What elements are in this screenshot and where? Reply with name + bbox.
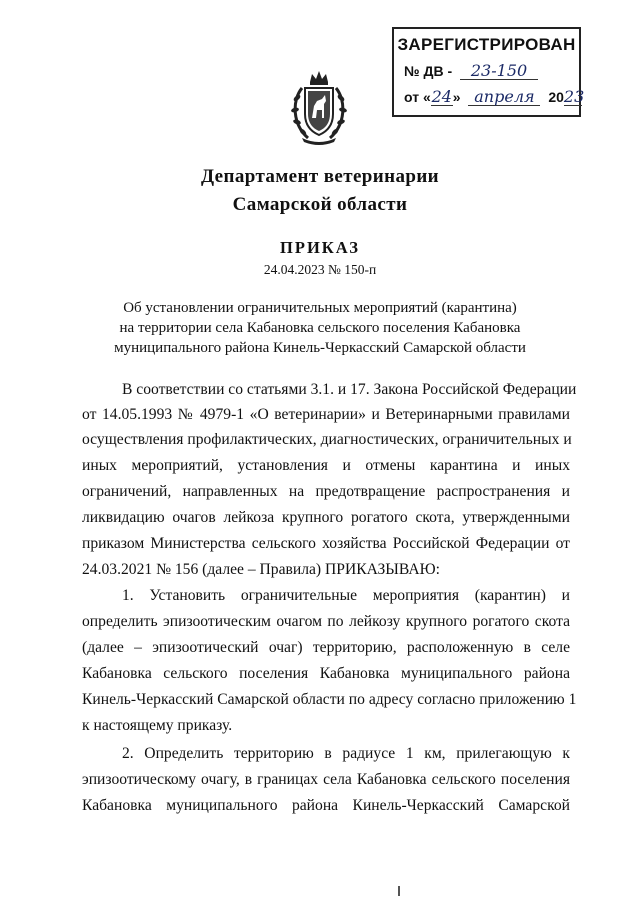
subject-line: муниципального района Кинель-Черкасский Самарской области [114,340,526,356]
body-line: к настоящему приказу. [82,717,233,734]
body-line: определить эпизоотическим очагом по лейкозу крупного рогатого скота [82,613,570,630]
stamp-number-handwritten: 23-150 [460,63,538,80]
subject-line: на территории села Кабановка сельского поселения Кабановка [119,320,521,336]
stamp-date-mid: » [452,89,461,105]
stamp-month-handwritten: апреля [468,89,540,106]
body-line: 2. Определить территорию в радиусе 1 км, прилегающую к [122,745,570,762]
body-line: осуществления профилактических, диагностических, ограничительных и [82,431,572,448]
body-line: Кабановка сельского поселения Кабановка муниципального района [82,665,570,682]
body-line: ликвидацию очагов лейкоза крупного рогатого скота, утвержденными [82,509,570,526]
body-line: ограничений, направленных на предотвращение распространения и [82,483,570,500]
subject-line: Об установлении ограничительных мероприятий (карантина) [123,300,517,316]
stamp-year-prefix: 20 [548,89,564,105]
body-line: 24.03.2021 № 156 (далее – Правила) ПРИКАЗЫВАЮ: [82,561,440,578]
body-line: В соответствии со статьями 3.1. и 17. Закона Российской Федерации [122,381,577,398]
stamp-date-prefix: от « [404,89,431,105]
department-name-line2: Самарской области [232,194,408,215]
stamp-number-line [404,63,538,80]
stamp-title: ЗАРЕГИСТРИРОВАН [397,35,576,54]
registration-stamp [392,27,585,117]
body-line: приказом Министерства сельского хозяйства Российской Федерации от [82,535,570,552]
samara-coat-of-arms-icon [288,68,350,146]
stamp-number-prefix: № ДВ - [404,63,453,79]
page-mark [398,886,400,896]
stamp-date-line [404,87,585,106]
stamp-day-handwritten: 24 [431,87,452,106]
body-line: Кинель-Черкасский Самарской области по адресу согласно приложению 1 [82,691,577,708]
body-line: Кабановка муниципального района Кинель-Черкасский Самарской [82,797,570,814]
body-line: эпизоотическому очагу, в границах села Кабановка сельского поселения [82,771,570,788]
body-line: от 14.05.1993 № 4979-1 «О ветеринарии» и Ветеринарными правилами [82,406,570,423]
department-name-line1: Департамент ветеринарии [200,166,440,187]
body-line: иных мероприятий, установления и отмены карантина и иных [82,457,570,474]
body-line: 1. Установить ограничительные мероприятия (карантин) и [122,587,570,604]
body-line: (далее – эпизоотический очаг) территорию, расположенную в селе [82,639,570,656]
order-date-number: 24.04.2023 № 150-п [263,262,377,277]
order-title: ПРИКАЗ [280,238,360,257]
stamp-year-handwritten: 23 [563,87,585,106]
